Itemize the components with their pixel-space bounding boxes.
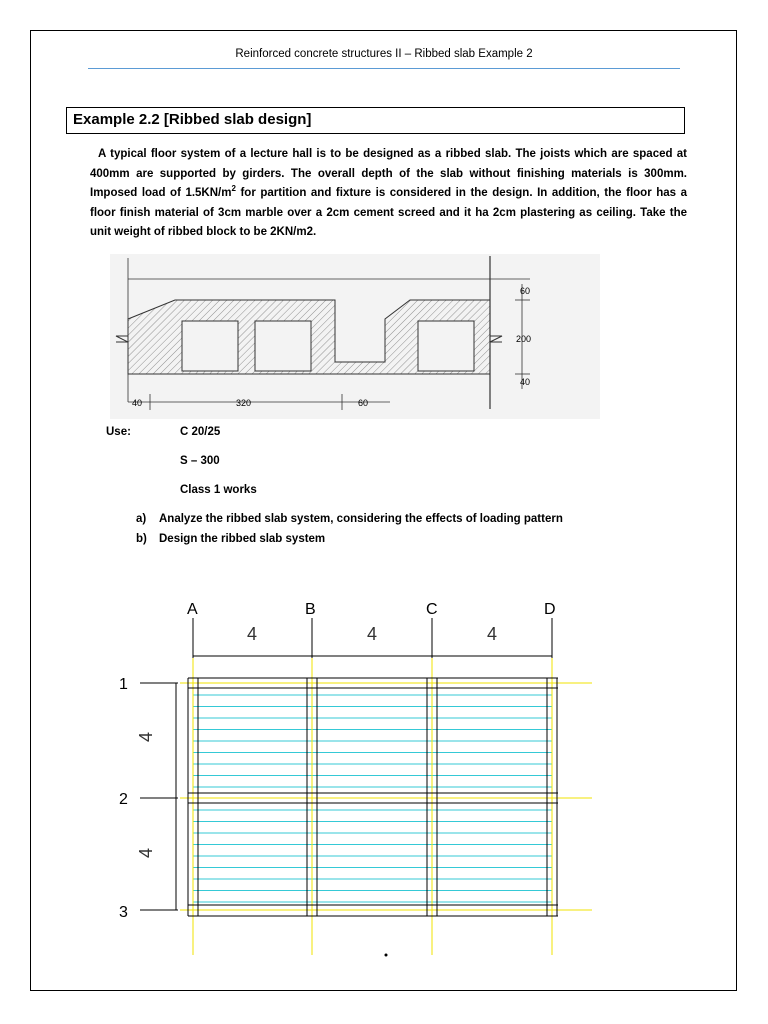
- column-label-c: C: [426, 601, 438, 618]
- superscript: 2: [231, 184, 236, 194]
- problem-text-part1: A typical floor system of a lecture hall is to be designed as a ribbed slab. The joists which are spaced at 400mm are supported by girders. The overall depth of the slab without finishing materials is 300mm. Imposed load of 1.5KN/m: [90, 148, 687, 199]
- dim-rib-width: 60: [358, 398, 369, 408]
- beam-lines: [188, 678, 558, 916]
- problem-text-part2: for partition and fixture is considered in the design. In addition, the floor has a floor finish material of 3cm marble over a 2cm cement screed and it ha 2cm plastering as ceiling. Take the unit weight of ribbed block to be 2KN/m2.: [90, 187, 687, 238]
- column-label-b: B: [305, 601, 316, 618]
- work-class: Class 1 works: [180, 484, 257, 496]
- example-title: Example 2.2 [Ribbed slab design]: [66, 107, 685, 134]
- steel-grade: S – 300: [180, 455, 220, 467]
- header-divider: [88, 68, 680, 69]
- span-x-cd: 4: [487, 624, 498, 644]
- concrete-grade: C 20/25: [180, 426, 221, 438]
- floor-plan-drawing: [100, 590, 600, 960]
- column-label-a: A: [187, 601, 198, 618]
- running-header: Reinforced concrete structures II – Ribbed slab Example 2: [235, 48, 533, 60]
- task-b-text: Design the ribbed slab system: [159, 533, 326, 545]
- dim-block-width: 320: [236, 398, 252, 408]
- span-x-bc: 4: [367, 624, 378, 644]
- dim-top-flange: 60: [520, 286, 531, 296]
- problem-statement: [90, 145, 687, 243]
- row-label-2: 2: [119, 791, 128, 808]
- task-a-letter: a): [136, 513, 147, 525]
- span-y-12: 4: [136, 731, 156, 742]
- ribbed-slab-section-drawing: [110, 254, 600, 419]
- row-label-1: 1: [119, 676, 128, 693]
- use-label: Use:: [106, 426, 131, 438]
- dim-rib-depth: 200: [516, 334, 532, 344]
- row-label-3: 3: [119, 904, 128, 921]
- task-b-letter: b): [136, 533, 147, 545]
- dim-bottom: 40: [520, 377, 531, 387]
- span-x-ab: 4: [247, 624, 258, 644]
- dim-left: 40: [132, 398, 143, 408]
- column-label-d: D: [544, 601, 556, 618]
- span-y-23: 4: [136, 847, 156, 858]
- task-a-text: Analyze the ribbed slab system, considering the effects of loading pattern: [159, 513, 563, 525]
